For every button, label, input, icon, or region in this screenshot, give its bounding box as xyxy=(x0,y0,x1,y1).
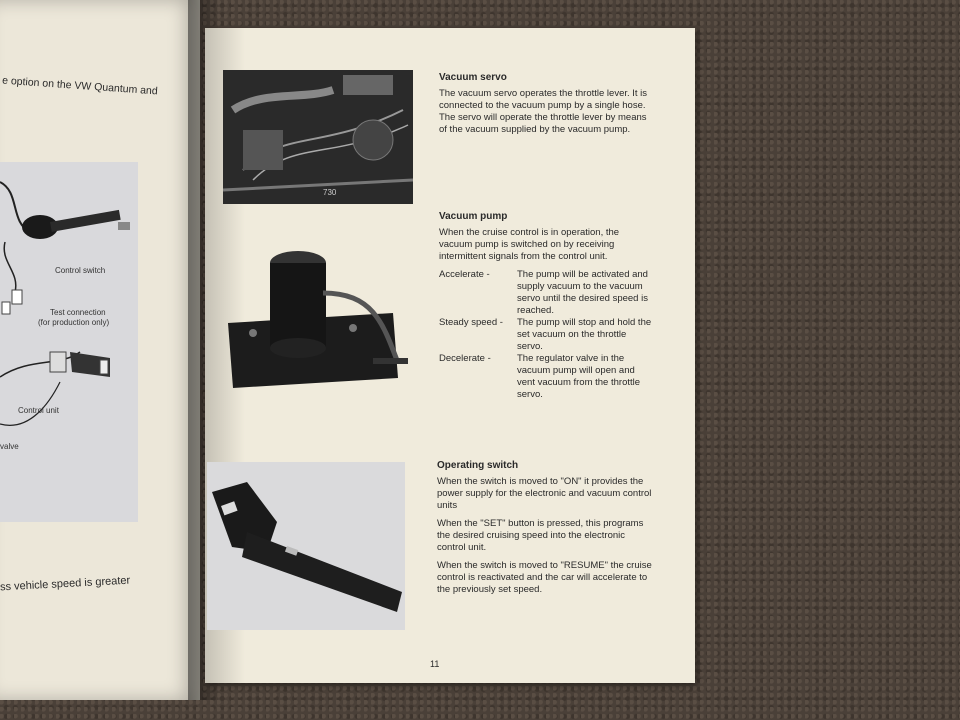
mode-description: The pump will be activated and supply vacuum to the vacuum servo until the desired speed is reached. xyxy=(517,269,648,316)
operating-switch-section xyxy=(437,460,652,602)
mode-description: The pump will stop and hold the set vacuum on the throttle servo. xyxy=(517,317,652,352)
photo-number-label: 730 xyxy=(323,188,337,197)
vacuum-pump-text: When the cruise control is in operation, the vacuum pump is switched on by receiving intermittent signals from the control unit. xyxy=(439,227,620,262)
mode-term: Accelerate - xyxy=(439,269,490,280)
page-number: 11 xyxy=(430,659,440,669)
left-top-text: e option on the VW Quantum and xyxy=(1,74,159,98)
vacuum-pump-heading: Vacuum pump xyxy=(439,211,508,222)
label-valve: valve xyxy=(0,442,19,451)
mode-term: Steady speed - xyxy=(439,317,503,328)
left-diagram xyxy=(0,162,138,522)
vacuum-servo-heading: Vacuum servo xyxy=(439,72,507,83)
vacuum-servo-section xyxy=(439,72,649,142)
vacuum-pump-section xyxy=(439,211,654,401)
mode-term: Decelerate - xyxy=(439,353,491,364)
switch-photo-drawing xyxy=(207,462,405,630)
mode-row-accelerate xyxy=(439,269,654,317)
engine-photo-drawing xyxy=(223,70,413,204)
operating-switch-paragraph-2: When the "SET" button is pressed, this programs the desired cruising speed into the electronic control unit. xyxy=(437,518,644,553)
operating-switch-paragraph-1: When the switch is moved to "ON" it provides the power supply for the electronic and vacuum control units xyxy=(437,476,652,511)
left-page xyxy=(0,0,200,700)
mode-description: The regulator valve in the vacuum pump will open and vent vacuum from the throttle servo. xyxy=(517,353,641,400)
operating-switch-paragraph-3: When the switch is moved to "RESUME" the cruise control is reactivated and the car will accelerate to the previously set speed. xyxy=(437,560,652,595)
operating-switch-heading: Operating switch xyxy=(437,460,519,471)
label-control-switch: Control switch xyxy=(55,266,106,275)
vacuum-pump-photo xyxy=(223,233,413,393)
vacuum-servo-text: The vacuum servo operates the throttle lever. It is connected to the vacuum pump by a single hose. The servo will operate the throttle lever by means of the vacuum supplied by the vacuum pump. xyxy=(439,88,648,135)
mode-row-steady-speed xyxy=(439,317,654,353)
right-page xyxy=(205,28,695,683)
label-test-connection: Test connection xyxy=(50,308,106,317)
pump-photo-drawing xyxy=(223,233,413,393)
operating-switch-photo xyxy=(207,462,405,630)
mode-row-decelerate xyxy=(439,353,654,401)
label-control-unit: Control unit xyxy=(18,406,59,415)
label-test-connection-note: (for production only) xyxy=(38,318,110,327)
left-bottom-text: ss vehicle speed is greater xyxy=(0,574,131,594)
vacuum-servo-photo xyxy=(223,70,413,204)
wiring-diagram-drawing xyxy=(0,162,138,522)
